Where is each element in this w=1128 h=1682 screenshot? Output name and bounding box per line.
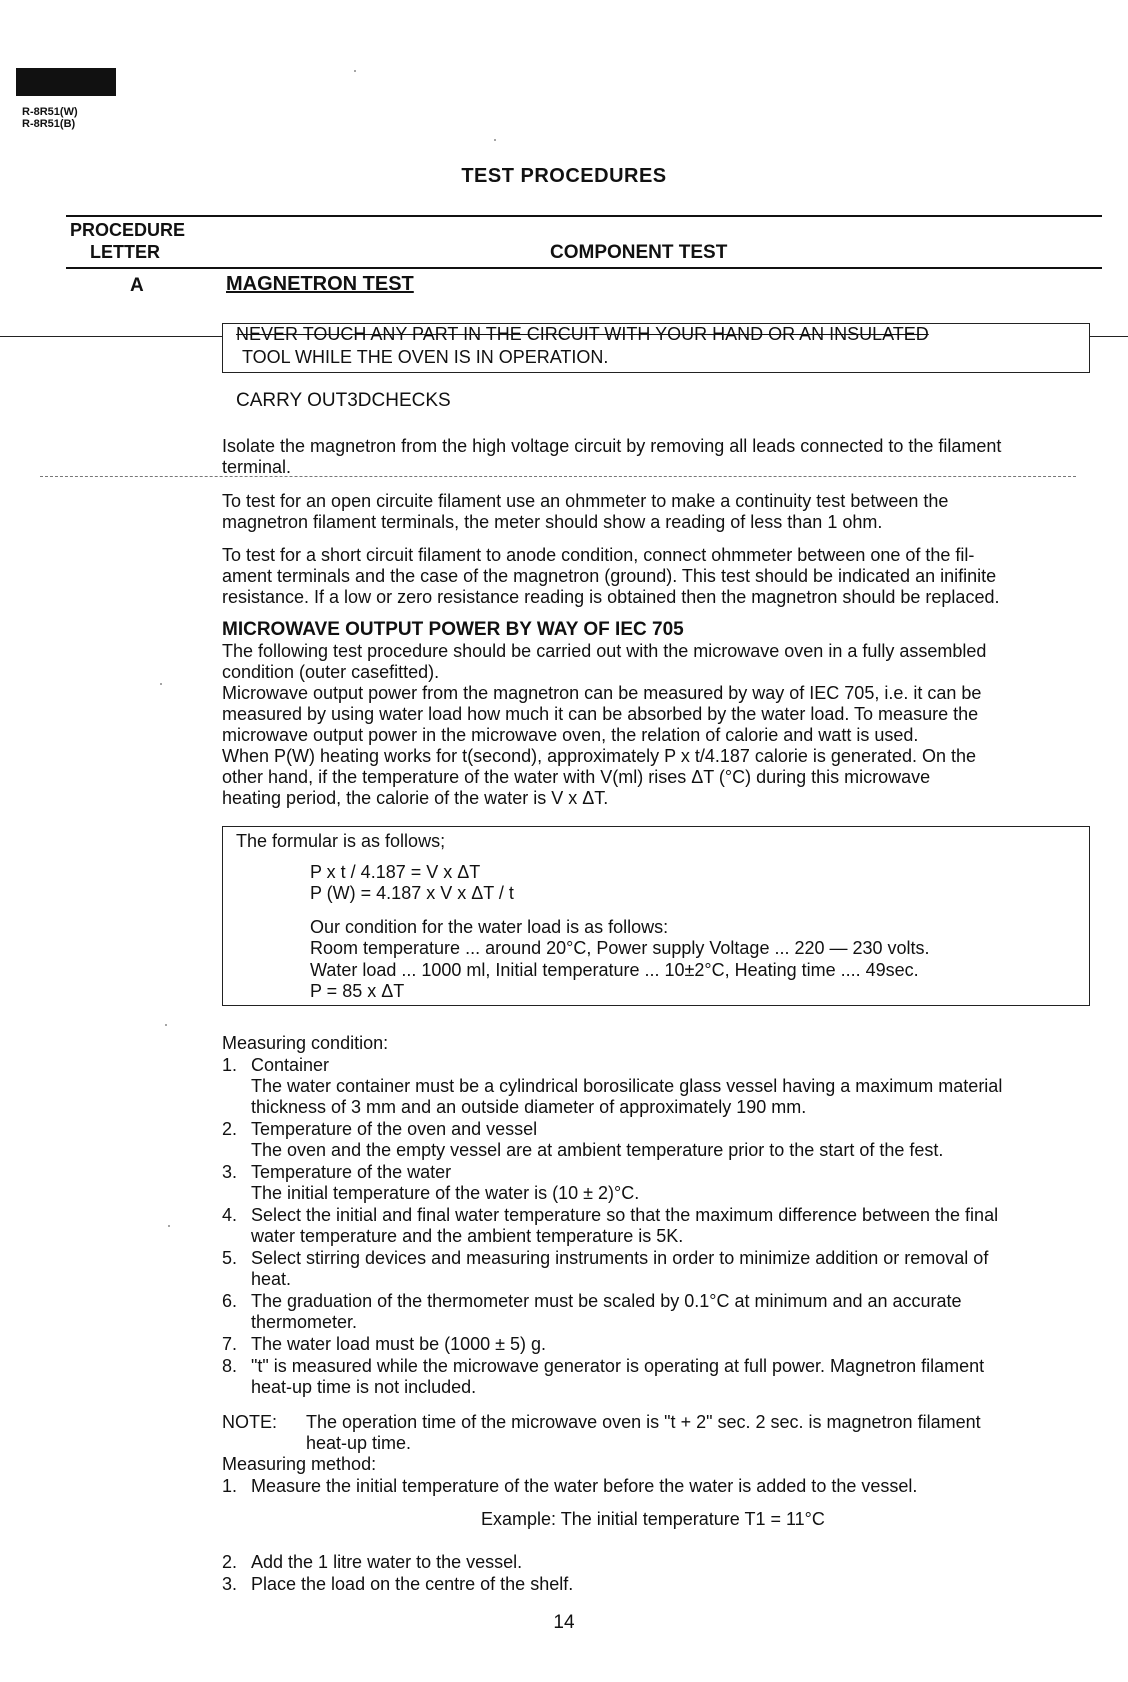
warning-line-2: TOOL WHILE THE OVEN IS IN OPERATION. (242, 347, 609, 367)
note-text (306, 1412, 1101, 1454)
condition-7 (251, 1334, 1101, 1355)
condition-7-line-1: The water load must be (1000 ± 5) g. (251, 1334, 547, 1354)
water-load-condition-2: Water load ... 1000 ml, Initial temperature ... 10±2°C, Heating time .... 49sec. (310, 960, 919, 980)
open-test-line-1: To test for an open circuite filament use an ohmmeter to make a continuity test between the (222, 491, 949, 511)
method-step-1: Measure the initial temperature of the water before the water is added to the vessel. (251, 1476, 918, 1496)
component-test-column-header: COMPONENT TEST (550, 242, 728, 263)
condition-8-line-2: heat-up time is not included. (251, 1377, 477, 1397)
short-test-line-3: resistance. If a low or zero resistance reading is obtained then the magnetron should be replaced. (222, 587, 1000, 607)
condition-5 (251, 1248, 1101, 1290)
condition-2-title: Temperature of the oven and vessel (251, 1119, 538, 1139)
water-load-condition-intro: Our condition for the water load is as follows: (310, 917, 669, 937)
model-number-w: R-8R51(W) (22, 106, 78, 118)
condition-1-number: 1. (222, 1055, 238, 1075)
formula-intro: The formular is as follows; (236, 831, 446, 851)
mw-line-7: other hand, if the temperature of the water with V(ml) rises ΔT (°C) during this microwave (222, 767, 931, 787)
formula-equation-3: P = 85 x ΔT (310, 981, 405, 1001)
condition-3-line-2: The initial temperature of the water is (10 ± 2)°C. (251, 1183, 640, 1203)
method-step-2: Add the 1 litre water to the vessel. (251, 1552, 523, 1572)
page-number: 14 (553, 1612, 575, 1633)
water-load-condition-1: Room temperature ... around 20°C, Power supply Voltage ... 220 — 230 volts. (310, 938, 930, 958)
carry-out-checks: CARRY OUT3DCHECKS (236, 390, 451, 411)
header-top-rule (66, 215, 1102, 217)
condition-2 (251, 1119, 1101, 1161)
mw-line-4: measured by using water load how much it can be absorbed by the water load. To measure the (222, 704, 979, 724)
condition-6 (251, 1291, 1101, 1333)
open-circuit-test (222, 491, 1102, 533)
condition-4-line-2: water temperature and the ambient temperature is 5K. (251, 1226, 684, 1246)
warning-trailer-line (1090, 336, 1128, 337)
condition-1-line-2: The water container must be a cylindrical borosilicate glass vessel having a maximum material (251, 1076, 1003, 1096)
microwave-output-description (222, 641, 1102, 809)
measuring-condition-heading: Measuring condition: (222, 1033, 389, 1053)
mw-line-2: condition (outer casefitted). (222, 662, 440, 682)
short-test-line-1: To test for a short circuit filament to anode condition, connect ohmmeter between one of the fil- (222, 545, 975, 565)
isolate-line-1: Isolate the magnetron from the high voltage circuit by removing all leads connected to the filament (222, 436, 1002, 456)
formula-equation-1: P x t / 4.187 = V x ΔT (310, 862, 481, 882)
method-step-1-number: 1. (222, 1476, 238, 1496)
method-example: Example: The initial temperature T1 = 11°C (481, 1509, 825, 1529)
header-bottom-rule (66, 267, 1102, 269)
formula-equation-2: P (W) = 4.187 x V x ΔT / t (310, 883, 514, 903)
short-test-line-2: ament terminals and the case of the magnetron (ground). This test should be indicated an inifinite (222, 566, 997, 586)
condition-5-line-2: heat. (251, 1269, 292, 1289)
condition-3 (251, 1162, 1101, 1204)
condition-6-line-2: thermometer. (251, 1312, 358, 1332)
scan-speck (168, 1225, 170, 1227)
mw-line-3: Microwave output power from the magnetron can be measured by way of IEC 705, i.e. it can be (222, 683, 982, 703)
open-test-line-2: magnetron filament terminals, the meter should show a reading of less than 1 ohm. (222, 512, 883, 532)
method-step-3: Place the load on the centre of the shelf. (251, 1574, 574, 1594)
col-header-line2: LETTER (90, 242, 160, 262)
scan-speck (494, 139, 496, 141)
note-line-2: heat-up time. (306, 1433, 412, 1453)
section-divider (40, 476, 1076, 477)
model-number-b: R-8R51(B) (22, 118, 76, 130)
condition-2-number: 2. (222, 1119, 238, 1139)
condition-2-line-2: The oven and the empty vessel are at ambient temperature prior to the start of the fest. (251, 1140, 944, 1160)
isolate-line-2: terminal. (222, 457, 292, 477)
condition-5-line-1: Select stirring devices and measuring instruments in order to minimize addition or removal of (251, 1248, 989, 1268)
condition-6-number: 6. (222, 1291, 238, 1311)
mw-line-6: When P(W) heating works for t(second), approximately P x t/4.187 calorie is generated. On the (222, 746, 977, 766)
condition-4 (251, 1205, 1101, 1247)
condition-8-number: 8. (222, 1356, 238, 1376)
condition-1 (251, 1055, 1101, 1118)
condition-6-line-1: The graduation of the thermometer must be scaled by 0.1°C at minimum and an accurate (251, 1291, 962, 1311)
page-title: TEST PROCEDURES (461, 165, 667, 187)
mw-line-1: The following test procedure should be carried out with the microwave oven in a fully assembled (222, 641, 987, 661)
short-circuit-test (222, 545, 1102, 608)
condition-7-number: 7. (222, 1334, 238, 1354)
mw-line-8: heating period, the calorie of the water is V x ΔT. (222, 788, 609, 808)
mw-line-5: microwave output power in the microwave oven, the relation of calorie and watt is used. (222, 725, 919, 745)
procedure-letter: A (130, 275, 144, 296)
condition-3-number: 3. (222, 1162, 238, 1182)
condition-8 (251, 1356, 1101, 1398)
scan-speck (165, 1024, 167, 1026)
condition-1-title: Container (251, 1055, 330, 1075)
brand-logo-bar (16, 68, 116, 96)
col-header-line1: PROCEDURE (70, 220, 186, 240)
warning-leader-line (0, 336, 222, 337)
condition-4-number: 4. (222, 1205, 238, 1225)
isolate-instruction (222, 436, 1102, 478)
condition-1-line-3: thickness of 3 mm and an outside diameter of approximately 190 mm. (251, 1097, 807, 1117)
procedure-letter-column-header (70, 219, 186, 263)
condition-3-title: Temperature of the water (251, 1162, 452, 1182)
condition-4-line-1: Select the initial and final water temperature so that the maximum difference between the final (251, 1205, 999, 1225)
measuring-method-heading: Measuring method: (222, 1454, 377, 1474)
procedure-name: MAGNETRON TEST (226, 273, 414, 295)
scan-speck (160, 683, 162, 685)
note-line-1: The operation time of the microwave oven is "t + 2" sec. 2 sec. is magnetron filament (306, 1412, 981, 1432)
method-step-2-number: 2. (222, 1552, 238, 1572)
condition-8-line-1: "t" is measured while the microwave generator is operating at full power. Magnetron filament (251, 1356, 985, 1376)
scan-speck (354, 70, 356, 72)
warning-line-1: NEVER TOUCH ANY PART IN THE CIRCUIT WITH YOUR HAND OR AN INSULATED (236, 324, 929, 344)
note-label: NOTE: (222, 1412, 278, 1432)
condition-5-number: 5. (222, 1248, 238, 1268)
method-step-3-number: 3. (222, 1574, 238, 1594)
microwave-output-heading: MICROWAVE OUTPUT POWER BY WAY OF IEC 705 (222, 619, 684, 640)
